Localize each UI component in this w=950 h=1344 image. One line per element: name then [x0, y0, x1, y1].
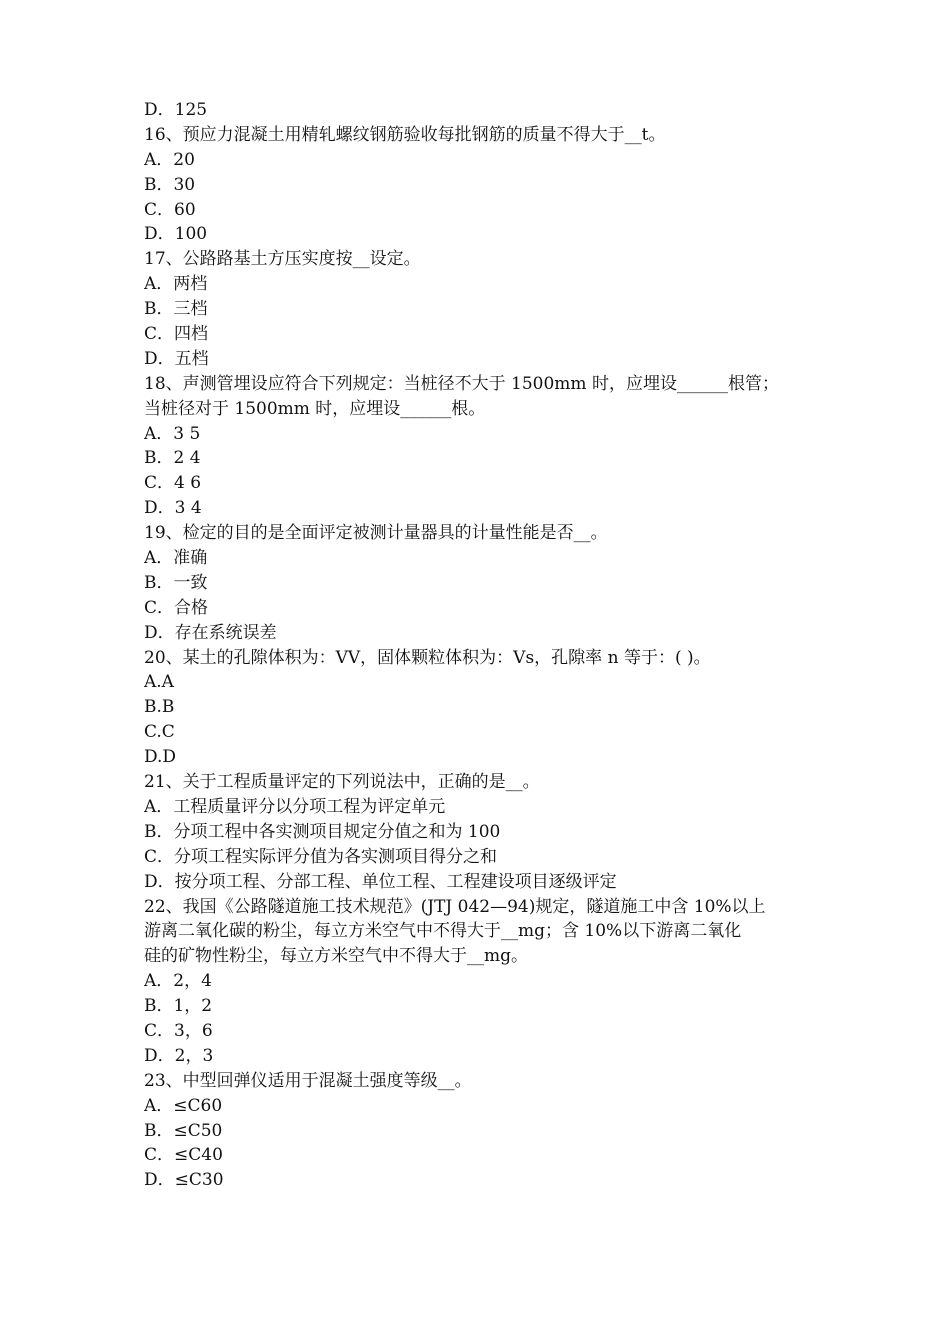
option-a-q19: A．准确 — [144, 548, 208, 569]
option-a-q16: A．20 — [144, 149, 195, 170]
question-21: 21、关于工程质量评定的下列说法中，正确的是__。 — [144, 772, 540, 793]
option-b-q17: B．三档 — [144, 299, 208, 320]
option-b-q19: B．一致 — [144, 572, 208, 593]
option-a-q23: A．≤C60 — [144, 1095, 223, 1116]
option-d-q23: D．≤C30 — [144, 1170, 224, 1191]
question-18-line-2: 当桩径对于 1500mm 时，应埋设______根。 — [144, 398, 486, 419]
option-d-q21: D．按分项工程、分部工程、单位工程、工程建设项目逐级评定 — [144, 871, 617, 892]
option-d-q15: D．125 — [144, 100, 208, 120]
question-22-line-2: 游离二氧化碳的粉尘，每立方米空气中不得大于__mg；含 10%以下游离二氧化 — [144, 921, 742, 942]
option-d-q17: D．五档 — [144, 348, 209, 369]
option-c-q23: C．≤C40 — [144, 1145, 223, 1166]
document-page — [144, 98, 814, 1193]
question-22-line-3: 硅的矿物性粉尘，每立方米空气中不得大于__mg。 — [144, 946, 529, 967]
question-22-line-1: 22、我国《公路隧道施工技术规范》(JTJ 042—94)规定，隧道施工中含 10%以上 — [144, 896, 766, 917]
question-23: 23、中型回弹仪适用于混凝土强度等级__。 — [144, 1070, 472, 1091]
option-c-q19: C．合格 — [144, 597, 209, 618]
option-c-q22: C．3，6 — [144, 1020, 213, 1041]
option-b-q22: B．1，2 — [144, 996, 213, 1017]
option-a-q20: A.A — [144, 672, 174, 693]
option-d-q18: D．3 4 — [144, 498, 202, 519]
option-c-q20: C.C — [144, 722, 175, 743]
option-a-q21: A．工程质量评分以分项工程为评定单元 — [144, 796, 446, 817]
option-d-q20: D.D — [144, 747, 177, 768]
question-17: 17、公路路基土方压实度按__设定。 — [144, 249, 421, 270]
option-b-q21: B．分项工程中各实测项目规定分值之和为 100 — [144, 821, 501, 842]
question-18-line-1: 18、声测管埋设应符合下列规定：当桩径不大于 1500mm 时，应埋设______根管； — [144, 373, 779, 394]
question-20: 20、某土的孔隙体积为：VV，固体颗粒体积为：Vs，孔隙率 n 等于：( )。 — [144, 647, 711, 668]
question-16: 16、预应力混凝土用精轧螺纹钢筋验收每批钢筋的质量不得大于__t。 — [144, 124, 666, 145]
question-19: 19、检定的目的是全面评定被测计量器具的计量性能是否__。 — [144, 523, 608, 544]
option-c-q21: C．分项工程实际评分值为各实测项目得分之和 — [144, 846, 498, 867]
option-c-q16: C．60 — [144, 199, 196, 220]
option-d-q19: D．存在系统误差 — [144, 622, 277, 643]
option-a-q18: A．3 5 — [144, 423, 201, 444]
option-d-q22: D．2，3 — [144, 1045, 214, 1066]
option-a-q17: A．两档 — [144, 274, 208, 295]
option-b-q16: B．30 — [144, 174, 196, 195]
option-a-q22: A．2，4 — [144, 971, 212, 992]
option-b-q20: B.B — [144, 697, 175, 718]
option-c-q17: C．四档 — [144, 324, 209, 345]
option-c-q18: C．4 6 — [144, 473, 202, 494]
option-b-q23: B．≤C50 — [144, 1120, 223, 1141]
option-b-q18: B．2 4 — [144, 448, 201, 469]
option-d-q16: D．100 — [144, 224, 208, 245]
